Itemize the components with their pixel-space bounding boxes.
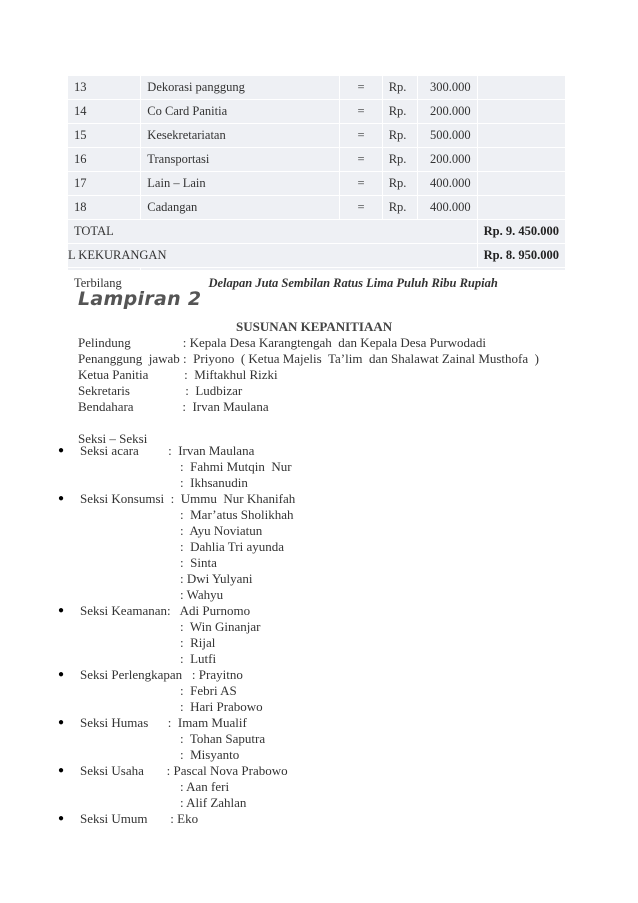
terbilang-label: Terbilang [68, 268, 141, 299]
budget-cell-name: Lain – Lain [141, 172, 340, 196]
kekurangan-row [68, 244, 566, 268]
budget-cell-name: Dekorasi panggung [141, 76, 340, 100]
total-row [68, 220, 566, 244]
budget-cell-no: 18 [68, 196, 141, 220]
seksi-member: : Hari Prabowo [180, 699, 263, 714]
committee-line: Ketua Panitia : Miftakhul Rizki [78, 367, 278, 382]
budget-cell-amount: 200.000 [418, 100, 477, 124]
budget-cell-eq: = [340, 100, 382, 124]
budget-row [68, 124, 566, 148]
budget-cell-rp: Rp. [382, 196, 418, 220]
seksi-member: : Fahmi Mutqin Nur [180, 459, 292, 474]
budget-cell-rp: Rp. [382, 124, 418, 148]
budget-cell-eq: = [340, 172, 382, 196]
kekurangan-row-label: L KEKURANGAN [68, 244, 477, 268]
seksi-member: : Tohan Saputra [180, 731, 266, 746]
budget-cell-rp: Rp. [382, 100, 418, 124]
budget-row [68, 172, 566, 196]
budget-cell-amount: 500.000 [418, 124, 477, 148]
committee-title: SUSUNAN KEPANITIAAN [236, 319, 393, 334]
seksi-member: : Ikhsanudin [180, 475, 248, 490]
total-row-value: Rp. 9. 450.000 [477, 220, 565, 244]
budget-cell-no: 13 [68, 76, 141, 100]
budget-cell-blank [477, 148, 565, 172]
seksi-member: : Rijal [180, 635, 216, 650]
committee-line: Penanggung jawab : Priyono ( Ketua Majelis Ta’lim dan Shalawat Zainal Musthofa ) [78, 351, 539, 366]
budget-cell-no: 15 [68, 124, 141, 148]
committee-line: Seksi – Seksi [78, 431, 148, 446]
total-row-label: TOTAL [68, 220, 477, 244]
bullet-icon: ● [58, 445, 65, 456]
budget-cell-amount: 200.000 [418, 148, 477, 172]
seksi-head: Seksi acara : Irvan Maulana [80, 443, 255, 458]
bullet-icon: ● [58, 493, 65, 504]
seksi-member: : Wahyu [180, 587, 224, 602]
kekurangan-row-value: Rp. 8. 950.000 [477, 244, 565, 268]
seksi-member: : Misyanto [180, 747, 240, 762]
seksi-head: Seksi Konsumsi : Ummu Nur Khanifah [80, 491, 296, 506]
terbilang-text: Delapan Juta Sembilan Ratus Lima Puluh Ribu Rupiah [141, 268, 566, 299]
budget-cell-name: Transportasi [141, 148, 340, 172]
budget-cell-blank [477, 196, 565, 220]
lampiran-heading: Lampiran 2 [78, 288, 202, 310]
budget-cell-eq: = [340, 148, 382, 172]
budget-cell-no: 16 [68, 148, 141, 172]
seksi-member: : Alif Zahlan [180, 795, 247, 810]
budget-row [68, 76, 566, 100]
bullet-icon: ● [58, 717, 65, 728]
budget-cell-amount: 300.000 [418, 76, 477, 100]
budget-row [68, 148, 566, 172]
budget-cell-rp: Rp. [382, 148, 418, 172]
committee-line: Bendahara : Irvan Maulana [78, 399, 269, 414]
budget-cell-blank [477, 124, 565, 148]
seksi-member: : Dwi Yulyani [180, 571, 253, 586]
seksi-member: : Febri AS [180, 683, 237, 698]
seksi-member: : Aan feri [180, 779, 230, 794]
budget-cell-no: 17 [68, 172, 141, 196]
budget-row [68, 100, 566, 124]
committee-line: Pelindung : Kepala Desa Karangtengah dan Kepala Desa Purwodadi [78, 335, 486, 350]
budget-cell-blank [477, 100, 565, 124]
seksi-head: Seksi Umum : Eko [80, 811, 199, 826]
budget-cell-eq: = [340, 124, 382, 148]
seksi-head: Seksi Humas : Imam Mualif [80, 715, 247, 730]
seksi-head: Seksi Usaha : Pascal Nova Prabowo [80, 763, 288, 778]
seksi-member: : Sinta [180, 555, 217, 570]
budget-cell-name: Kesekretariatan [141, 124, 340, 148]
budget-table [68, 76, 566, 290]
budget-cell-eq: = [340, 196, 382, 220]
budget-cell-no: 14 [68, 100, 141, 124]
budget-cell-blank [477, 172, 565, 196]
budget-cell-name: Cadangan [141, 196, 340, 220]
bullet-icon: ● [58, 765, 65, 776]
committee-line: Sekretaris : Ludbizar [78, 383, 243, 398]
budget-cell-name: Co Card Panitia [141, 100, 340, 124]
bullet-icon: ● [58, 813, 65, 824]
budget-cell-blank [477, 76, 565, 100]
budget-cell-rp: Rp. [382, 172, 418, 196]
seksi-head: Seksi Keamanan: Adi Purnomo [80, 603, 251, 618]
seksi-member: : Win Ginanjar [180, 619, 261, 634]
seksi-head: Seksi Perlengkapan : Prayitno [80, 667, 243, 682]
seksi-member: : Dahlia Tri ayunda [180, 539, 284, 554]
budget-cell-amount: 400.000 [418, 196, 477, 220]
seksi-member: : Ayu Noviatun [180, 523, 263, 538]
seksi-member: : Lutfi [180, 651, 217, 666]
bullet-icon: ● [58, 669, 65, 680]
budget-cell-amount: 400.000 [418, 172, 477, 196]
budget-cell-rp: Rp. [382, 76, 418, 100]
budget-row [68, 196, 566, 220]
seksi-member: : Mar’atus Sholikhah [180, 507, 294, 522]
budget-cell-eq: = [340, 76, 382, 100]
bullet-icon: ● [58, 605, 65, 616]
